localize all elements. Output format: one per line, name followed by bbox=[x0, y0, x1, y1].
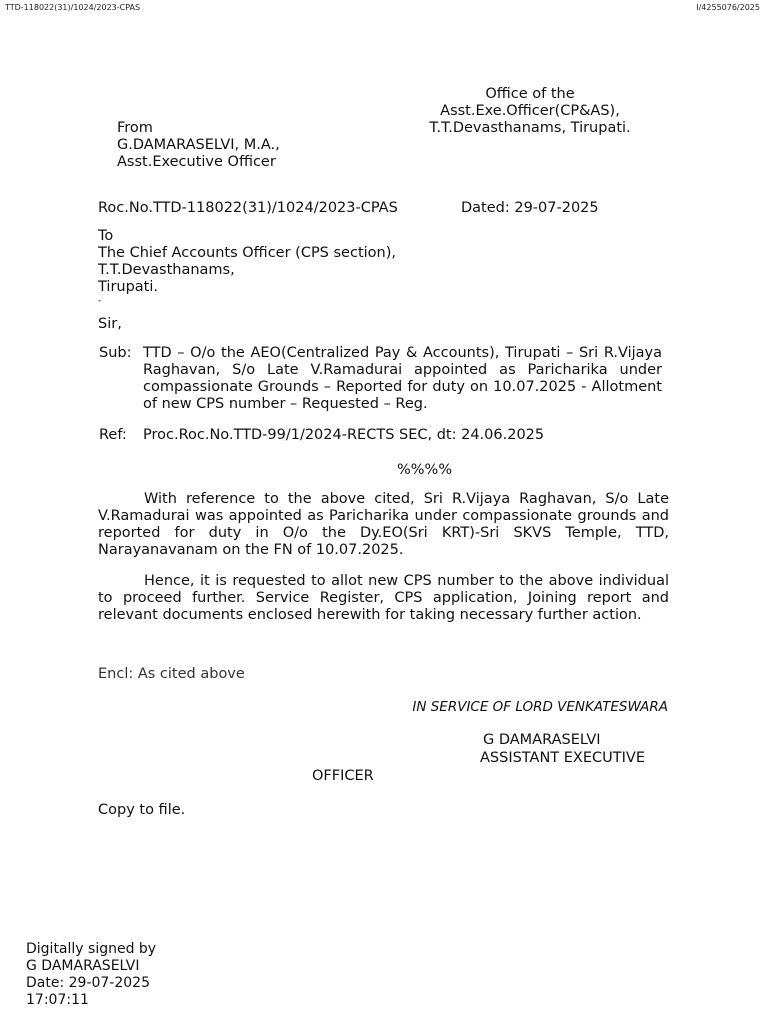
digital-signature-line-2: G DAMARASELVI bbox=[26, 958, 140, 974]
to-line-3: Tirupati. bbox=[98, 279, 159, 295]
from-label: From bbox=[117, 120, 153, 136]
office-line-2: Asst.Exe.Officer(CP&AS), bbox=[440, 103, 620, 119]
digital-signature-block bbox=[26, 941, 156, 1009]
body-paragraph-1: With reference to the above cited, Sri R.Vijaya Raghavan, S/o Late V.Ramadurai was appointed as Paricharika under compassionate grounds and reported for duty in O/o the Dy.EO(Sri KRT)-Sri SKVS Temple, TTD, Narayanavanam on the FN of 10.07.2025. bbox=[98, 491, 669, 558]
salutation: Sir, bbox=[98, 316, 122, 332]
digital-signature-line-3: Date: 29-07-2025 bbox=[26, 975, 150, 991]
to-dash: - bbox=[98, 296, 102, 306]
office-block bbox=[410, 86, 650, 137]
from-designation: Asst.Executive Officer bbox=[117, 154, 276, 170]
digital-signature-line-1: Digitally signed by bbox=[26, 941, 157, 957]
ref-block bbox=[99, 427, 662, 444]
signatory-name: G DAMARASELVI bbox=[483, 732, 601, 748]
separator: %%%% bbox=[397, 462, 453, 478]
dated: Dated: 29-07-2025 bbox=[461, 200, 599, 216]
body-paragraph-2: Hence, it is requested to allot new CPS number to the above individual to proceed further. Service Register, CPS application, Joining report and relevant documents enclosed herewith for taking necessary further action. bbox=[98, 573, 669, 623]
copy-to: Copy to file. bbox=[98, 802, 186, 818]
ref-label: Ref: bbox=[99, 427, 127, 443]
office-line-1: Office of the bbox=[485, 86, 575, 102]
to-line-2: T.T.Devasthanams, bbox=[98, 262, 235, 278]
motto: IN SERVICE OF LORD VENKATESWARA bbox=[412, 699, 668, 715]
to-block bbox=[98, 228, 396, 306]
subject-text: TTD – O/o the AEO(Centralized Pay & Accounts), Tirupati – Sri R.Vijaya Raghavan, S/o Late V.Ramadurai appointed as Paricharika under compassionate Grounds – Reported for duty on 10.07.2025 - Allotment of new CPS number – Requested – Reg. bbox=[143, 345, 662, 412]
enclosure: Encl: As cited above bbox=[98, 666, 245, 682]
to-label: To bbox=[98, 228, 114, 244]
signatory-title-1: ASSISTANT EXECUTIVE bbox=[480, 750, 645, 766]
subject-label: Sub: bbox=[99, 345, 132, 361]
from-name: G.DAMARASELVI, M.A., bbox=[117, 137, 280, 153]
roc-number: Roc.No.TTD-118022(31)/1024/2023-CPAS bbox=[98, 200, 398, 216]
subject-block bbox=[99, 345, 662, 413]
file-reference-header: TTD-118022(31)/1024/2023-CPAS bbox=[5, 3, 141, 12]
digital-signature-line-4: 17:07:11 bbox=[26, 992, 89, 1008]
from-block bbox=[117, 120, 280, 171]
signatory-title-2: OFFICER bbox=[312, 768, 374, 784]
ref-text: Proc.Roc.No.TTD-99/1/2024-RECTS SEC, dt: 24.06.2025 bbox=[143, 427, 545, 443]
office-line-3: T.T.Devasthanams, Tirupati. bbox=[429, 120, 631, 136]
page-reference-header: I/4255076/2025 bbox=[696, 3, 760, 12]
to-line-1: The Chief Accounts Officer (CPS section), bbox=[98, 245, 396, 261]
